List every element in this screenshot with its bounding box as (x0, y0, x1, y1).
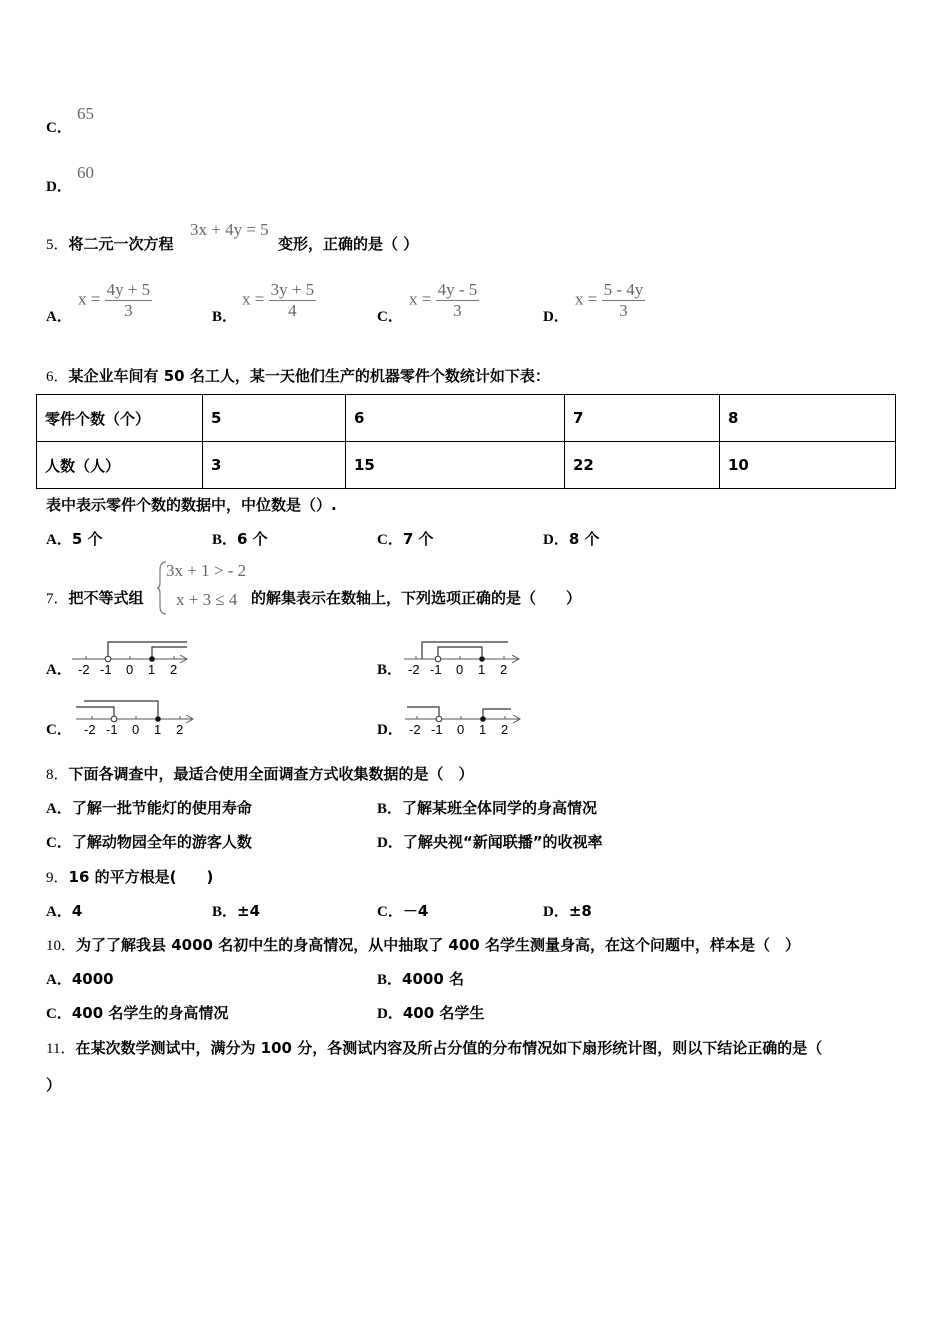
table-cell: 零件个数（个） (37, 395, 203, 442)
q7-inequality-2: x + 3 ≤ 4 (176, 590, 238, 609)
option-text: 5 个 (71, 530, 103, 548)
q10-option-a (46, 968, 114, 989)
option-text: 400 名学生的身高情况 (71, 1004, 229, 1022)
q4-option-d (46, 175, 72, 196)
table-cell: 7 (565, 395, 720, 442)
option-text: 7 个 (402, 530, 434, 548)
q4-option-d-value: 60 (77, 163, 94, 182)
q9-option-a (46, 900, 82, 921)
option-label: B． (212, 532, 238, 548)
option-text: ±4 (237, 902, 261, 920)
formula-lhs: x = (409, 289, 432, 309)
table-cell: 6 (346, 395, 565, 442)
option-label: C． (46, 1006, 72, 1022)
q5-option-b-formula (242, 280, 316, 321)
q5-option-c-formula (409, 280, 479, 321)
q7-option-b-numberline (402, 638, 524, 678)
q10-option-b (377, 968, 464, 989)
tick-label: 0 (457, 722, 465, 737)
q5-option-a-label (46, 305, 72, 326)
option-text: 6 个 (237, 530, 268, 548)
table-cell: 3 (203, 442, 346, 489)
closed-point (149, 656, 155, 662)
option-label: C． (46, 835, 72, 851)
q9-option-b (212, 900, 260, 921)
q10-text: 为了了解我县 4000 名初中生的身高情况，从中抽取了 400 名学生测量身高，在这个问题中，样本是（ ） (76, 936, 800, 954)
q5-text-before: 将二元一次方程 (68, 235, 174, 253)
option-text: 400 名学生 (402, 1004, 485, 1022)
q6-option-c (377, 528, 434, 549)
closed-point (480, 716, 486, 722)
denominator: 4 (288, 301, 297, 320)
option-label: D． (46, 179, 72, 195)
closed-point (479, 656, 485, 662)
q8-stem (46, 763, 474, 784)
numerator: 3y + 5 (270, 280, 315, 299)
q7-option-b-label (377, 658, 402, 679)
q6-option-b (212, 528, 268, 549)
solution-bracket (407, 707, 439, 719)
table-cell: 22 (565, 442, 720, 489)
option-text: ±8 (568, 902, 592, 920)
tick-label: -2 (408, 662, 420, 677)
formula-lhs: x = (242, 289, 265, 309)
option-label: C． (46, 120, 72, 136)
option-label: B． (212, 904, 238, 920)
q4-option-c (46, 116, 72, 137)
solution-bracket (422, 642, 508, 659)
q7-option-c-numberline (74, 697, 198, 737)
table-cell: 10 (720, 442, 896, 489)
q9-text: 16 的平方根是( ) (68, 868, 214, 886)
q6-table (36, 394, 896, 489)
solution-bracket (76, 707, 114, 719)
option-label: A． (46, 801, 72, 817)
tick-label: -2 (78, 662, 90, 677)
table-row (37, 442, 896, 489)
tick-label: -2 (84, 722, 96, 737)
q5-option-c-label (377, 305, 403, 326)
option-label: B． (212, 309, 238, 325)
question-number: 10． (46, 938, 77, 954)
q7-text-after: 的解集表示在数轴上，下列选项正确的是（ ） (251, 589, 582, 607)
q6-text: 某企业车间有 50 名工人，某一天他们生产的机器零件个数统计如下表： (68, 367, 550, 385)
q8-option-c (46, 831, 252, 852)
solution-bracket (483, 709, 511, 719)
tick-label: -1 (431, 722, 443, 737)
q7-text-before: 把不等式组 (68, 589, 144, 607)
q10-option-c (46, 1002, 228, 1023)
option-label: A． (46, 662, 72, 678)
q8-option-a (46, 797, 252, 818)
numerator: 4y - 5 (437, 280, 478, 299)
question-number: 5． (46, 237, 69, 253)
numerator: 5 - 4y (603, 280, 644, 299)
tick-label: 0 (456, 662, 464, 677)
tick-label: 1 (478, 662, 486, 677)
option-text: 了解某班全体同学的身高情况 (402, 799, 598, 817)
q11-text-cont: ） (46, 1076, 62, 1094)
tick-label: 2 (500, 662, 508, 677)
q6-stem (46, 365, 550, 386)
formula-lhs: x = (78, 289, 101, 309)
option-label: C． (377, 309, 403, 325)
option-label: C． (377, 904, 403, 920)
table-cell: 8 (720, 395, 896, 442)
q7-option-d-numberline (403, 697, 525, 737)
question-number: 8． (46, 767, 69, 783)
option-label: B． (377, 801, 403, 817)
option-label: D． (543, 904, 569, 920)
option-text: －4 (402, 902, 429, 920)
q11-stem (46, 1037, 822, 1058)
numerator: 4y + 5 (106, 280, 151, 299)
question-number: 9． (46, 870, 69, 886)
tick-label: 1 (148, 662, 156, 677)
q5-option-d-formula (575, 280, 645, 321)
denominator: 3 (619, 301, 628, 320)
q5-text-after: 变形，正确的是（ ） (278, 235, 419, 253)
q9-stem (46, 866, 213, 887)
q6-question: 表中表示零件个数的数据中，中位数是（）. (46, 496, 337, 514)
tick-label: 0 (132, 722, 140, 737)
option-label: C． (377, 532, 403, 548)
q6-option-a (46, 528, 103, 549)
table-cell: 15 (346, 442, 565, 489)
q8-option-d (377, 831, 603, 852)
question-number: 6． (46, 369, 69, 385)
table-cell: 人数（人） (37, 442, 203, 489)
fraction (436, 280, 480, 321)
option-label: D． (543, 309, 569, 325)
option-label: D． (543, 532, 569, 548)
denominator: 3 (124, 301, 133, 320)
q10-stem (46, 934, 800, 955)
q10-option-d (377, 1002, 484, 1023)
question-number: 7． (46, 591, 69, 607)
fraction (105, 280, 153, 321)
q7-option-d-label (377, 718, 403, 739)
option-text: 了解一批节能灯的使用寿命 (71, 799, 252, 817)
tick-label: 1 (154, 722, 162, 737)
q7-stem (46, 587, 144, 608)
option-label: D． (377, 722, 403, 738)
option-label: A． (46, 972, 72, 988)
option-text: 4000 名 (402, 970, 464, 988)
q5-option-b-label (212, 305, 237, 326)
open-point (111, 716, 117, 722)
table-row (37, 395, 896, 442)
option-text: 了解央视“新闻联播”的收视率 (402, 833, 603, 851)
tick-label: -1 (100, 662, 112, 677)
denominator: 3 (453, 301, 462, 320)
tick-label: -2 (409, 722, 421, 737)
option-label: A． (46, 532, 72, 548)
q4-option-c-value: 65 (77, 104, 94, 123)
solution-bracket (108, 642, 187, 659)
question-number: 11． (46, 1041, 76, 1057)
solution-bracket (152, 647, 187, 659)
option-label: B． (377, 662, 403, 678)
formula-lhs: x = (575, 289, 598, 309)
table-cell: 5 (203, 395, 346, 442)
option-text: 4 (71, 902, 83, 920)
q8-text: 下面各调查中，最适合使用全面调查方式收集数据的是（ ） (68, 765, 474, 783)
q6-option-d (543, 528, 600, 549)
q11-text: 在某次数学测试中，满分为 100 分，各测试内容及所占分值的分布情况如下扇形统计图，则以下结论正确的是（ (75, 1039, 823, 1057)
q5-equation: 3x + 4y = 5 (190, 220, 269, 239)
closed-point (155, 716, 161, 722)
option-label: A． (46, 904, 72, 920)
tick-label: 1 (479, 722, 487, 737)
tick-label: 2 (170, 662, 178, 677)
open-point (435, 656, 441, 662)
fraction (602, 280, 646, 321)
open-point (436, 716, 442, 722)
q7-option-a-numberline (70, 638, 192, 678)
tick-label: -1 (430, 662, 442, 677)
q8-option-b (377, 797, 597, 818)
q7-option-c-label (46, 718, 72, 739)
tick-label: 2 (501, 722, 509, 737)
option-label: A． (46, 309, 72, 325)
option-text: 了解动物园全年的游客人数 (71, 833, 252, 851)
q7-option-a-label (46, 658, 72, 679)
option-label: D． (377, 1006, 403, 1022)
q5-option-d-label (543, 305, 569, 326)
option-label: D． (377, 835, 403, 851)
q9-option-c (377, 900, 428, 921)
q5-stem (46, 233, 174, 254)
tick-label: 0 (126, 662, 134, 677)
open-point (105, 656, 111, 662)
tick-label: 2 (176, 722, 184, 737)
q7-inequality-1: 3x + 1 > - 2 (166, 561, 247, 580)
option-label: C． (46, 722, 72, 738)
option-text: 8 个 (568, 530, 600, 548)
fraction (269, 280, 317, 321)
q5-option-a-formula (78, 280, 152, 321)
q9-option-d (543, 900, 592, 921)
solution-bracket (84, 701, 158, 719)
tick-label: -1 (106, 722, 118, 737)
option-text: 4000 (71, 970, 114, 988)
option-label: B． (377, 972, 403, 988)
